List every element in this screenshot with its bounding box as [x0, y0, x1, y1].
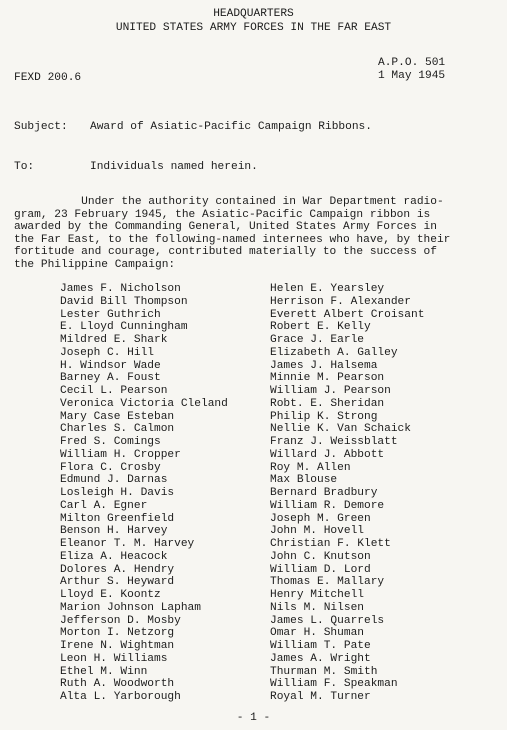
header-headquarters: HEADQUARTERS: [213, 8, 294, 20]
internee-name: Christian F. Klett: [270, 538, 391, 550]
internee-name: Charles S. Calmon: [60, 423, 175, 436]
internee-name: Thomas E. Mallary: [270, 576, 385, 589]
internee-name: Eliza A. Heacock: [60, 550, 168, 563]
internee-name: Robert E. Kelly: [270, 321, 371, 334]
internee-name: William H. Cropper: [60, 448, 181, 461]
internee-name: Helen E. Yearsley: [270, 283, 385, 295]
internee-name: Max Blouse: [270, 474, 338, 487]
header-command: UNITED STATES ARMY FORCES IN THE FAR EAST: [115, 22, 392, 34]
page-number: - 1 -: [236, 712, 271, 724]
internee-name: Arthur S. Heyward: [60, 576, 175, 589]
paragraph-line: gram, 23 February 1945, the Asiatic-Pacific Campaign ribbon is: [14, 209, 431, 221]
document-date: 1 May 1945: [378, 70, 446, 82]
internee-name: Royal M. Turner: [270, 691, 371, 703]
internee-name: Barney A. Foust: [60, 372, 161, 385]
internee-name: Leon H. Williams: [60, 652, 168, 665]
internee-name: Irene N. Wightman: [60, 640, 175, 652]
internee-name: Joseph C. Hill: [60, 346, 154, 359]
internee-name: Flora C. Crosby: [60, 461, 161, 474]
subject-label: Subject:: [14, 121, 68, 133]
internee-name: Philip K. Strong: [270, 410, 378, 423]
internee-name: James A. Wright: [270, 652, 371, 665]
to-label: To:: [14, 161, 35, 173]
internee-name: Nellie K. Van Schaick: [270, 423, 411, 436]
internee-name: Marion Johnson Lapham: [60, 601, 201, 614]
internee-name: James F. Nicholson: [60, 283, 181, 295]
internee-name: Lloyd E. Koontz: [60, 589, 161, 601]
to-value: Individuals named herein.: [90, 161, 258, 173]
internee-name: Willard J. Abbott: [270, 448, 385, 461]
internee-name: Nils M. Nilsen: [270, 601, 364, 614]
internee-name: Ruth A. Woodworth: [60, 678, 175, 691]
internee-name: Ethel M. Winn: [60, 665, 148, 678]
file-reference: FEXD 200.6: [14, 72, 82, 84]
internee-name: James J. Halsema: [270, 359, 378, 372]
internee-name: Herrison F. Alexander: [270, 295, 411, 308]
internee-name: Joseph M. Green: [270, 512, 371, 525]
internee-name: Morton I. Netzorg: [60, 627, 175, 640]
internee-name: William R. Demore: [270, 499, 385, 512]
internee-name: William F. Speakman: [270, 678, 398, 691]
internee-name: John M. Hovell: [270, 525, 364, 538]
internee-name: Veronica Victoria Cleland: [60, 397, 228, 410]
internee-name: H. Windsor Wade: [60, 359, 161, 372]
internee-name: Milton Greenfield: [60, 512, 175, 525]
internee-name: Losleigh H. Davis: [60, 487, 175, 499]
paragraph-line: the Far East, to the following-named internees who have, by their: [14, 234, 451, 246]
internee-name: Minnie M. Pearson: [270, 372, 385, 385]
internee-name: William J. Pearson: [270, 385, 391, 397]
internee-name: William T. Pate: [270, 640, 371, 652]
apo-number: A.P.O. 501: [378, 57, 446, 69]
internee-name: Bernard Bradbury: [270, 487, 378, 499]
internee-name: Eleanor T. M. Harvey: [60, 538, 195, 550]
paragraph-line: Under the authority contained in War Department radio-: [14, 196, 444, 208]
internee-name: Everett Albert Croisant: [270, 308, 425, 321]
internee-name: Omar H. Shuman: [270, 627, 364, 640]
internee-name: John C. Knutson: [270, 550, 371, 563]
subject-value: Award of Asiatic-Pacific Campaign Ribbons.: [90, 121, 372, 133]
internee-name: Carl A. Egner: [60, 499, 148, 512]
internee-name: Lester Guthrich: [60, 308, 161, 321]
internee-name: Franz J. Weissblatt: [270, 436, 398, 448]
names-left-column: [60, 283, 228, 704]
internee-name: Elizabeth A. Galley: [270, 346, 398, 359]
internee-name: Mildred E. Shark: [60, 334, 168, 346]
internee-name: Edmund J. Darnas: [60, 474, 168, 487]
internee-name: William D. Lord: [270, 563, 371, 576]
internee-name: Jefferson D. Mosby: [60, 614, 181, 627]
internee-name: Robt. E. Sheridan: [270, 397, 385, 410]
paragraph-line: the Philippine Campaign:: [14, 259, 176, 271]
internee-name: Thurman M. Smith: [270, 665, 378, 678]
internee-name: Benson H. Harvey: [60, 525, 168, 538]
internee-name: Cecil L. Pearson: [60, 385, 168, 397]
internee-name: Dolores A. Hendry: [60, 563, 175, 576]
internee-name: Henry Mitchell: [270, 589, 364, 601]
internee-name: Mary Case Esteban: [60, 410, 175, 423]
internee-name: James L. Quarrels: [270, 614, 385, 627]
internee-name: Alta L. Yarborough: [60, 691, 181, 703]
internee-name: David Bill Thompson: [60, 295, 188, 308]
names-right-column: [270, 283, 424, 704]
internee-name: Grace J. Earle: [270, 334, 364, 346]
internee-name: Fred S. Comings: [60, 436, 161, 448]
paragraph-line: fortitude and courage, contributed materially to the success of: [14, 246, 437, 258]
paragraph-line: awarded by the Commanding General, United States Army Forces in: [14, 221, 437, 233]
internee-name: Roy M. Allen: [270, 461, 351, 474]
internee-name: E. Lloyd Cunningham: [60, 321, 188, 334]
